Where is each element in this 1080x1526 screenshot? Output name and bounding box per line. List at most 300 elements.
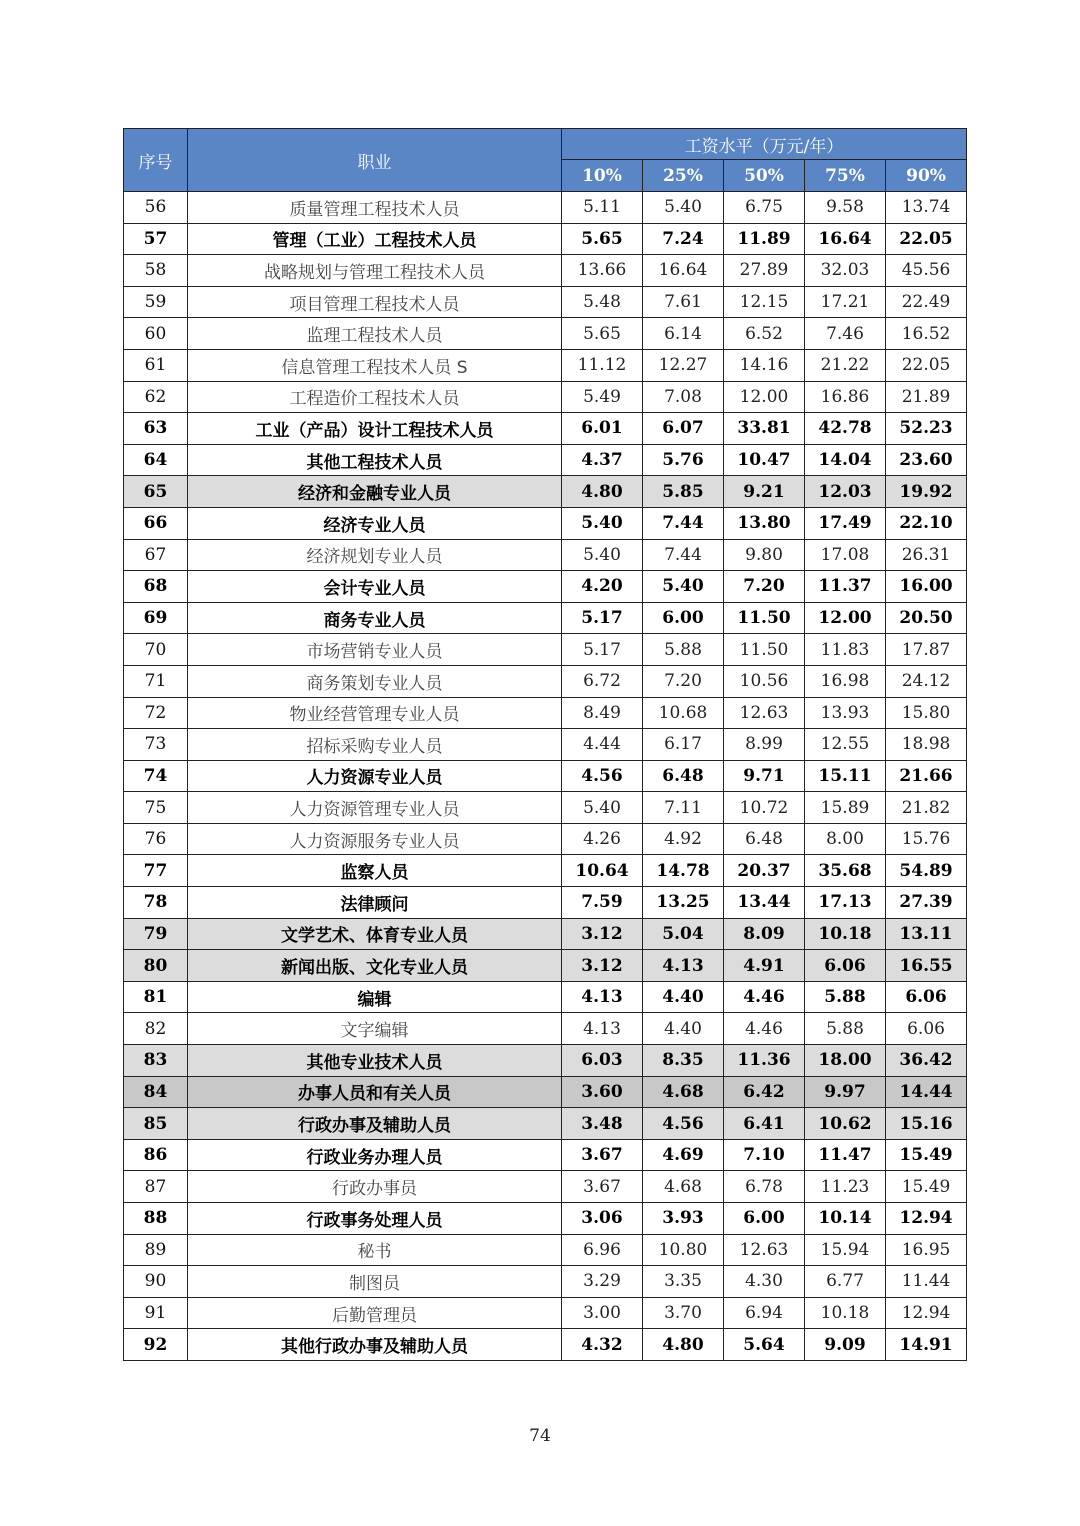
cell-seq: 72	[124, 697, 188, 729]
cell-p10: 5.40	[562, 792, 643, 824]
cell-p50: 10.56	[724, 665, 805, 697]
cell-p50: 33.81	[724, 413, 805, 445]
cell-seq: 79	[124, 918, 188, 950]
cell-p75: 7.46	[805, 318, 886, 350]
cell-p75: 10.18	[805, 1297, 886, 1329]
cell-p90: 12.94	[886, 1297, 967, 1329]
cell-p90: 12.94	[886, 1203, 967, 1235]
cell-p75: 11.23	[805, 1171, 886, 1203]
cell-p25: 6.07	[643, 413, 724, 445]
cell-p75: 5.88	[805, 981, 886, 1013]
cell-seq: 86	[124, 1139, 188, 1171]
table-row	[124, 1203, 967, 1235]
table-row	[124, 665, 967, 697]
header-p50: 50%	[724, 160, 805, 192]
cell-p25: 5.04	[643, 918, 724, 950]
table-row	[124, 634, 967, 666]
table-row	[124, 286, 967, 318]
table-row	[124, 1266, 967, 1298]
cell-seq: 59	[124, 286, 188, 318]
cell-p90: 16.00	[886, 571, 967, 603]
table-row	[124, 729, 967, 761]
cell-p50: 4.46	[724, 981, 805, 1013]
header-p10: 10%	[562, 160, 643, 192]
table-row	[124, 1076, 967, 1108]
cell-p50: 4.30	[724, 1266, 805, 1298]
page-number: 74	[529, 1426, 551, 1446]
cell-p90: 14.91	[886, 1329, 967, 1361]
cell-p90: 45.56	[886, 255, 967, 287]
cell-p75: 5.88	[805, 1013, 886, 1045]
table-row	[124, 255, 967, 287]
cell-seq: 60	[124, 318, 188, 350]
cell-p10: 5.17	[562, 602, 643, 634]
cell-occupation: 制图员	[188, 1266, 562, 1298]
table-row	[124, 1108, 967, 1140]
cell-seq: 76	[124, 823, 188, 855]
cell-p25: 8.35	[643, 1045, 724, 1077]
cell-p50: 6.94	[724, 1297, 805, 1329]
cell-p50: 11.89	[724, 223, 805, 255]
cell-seq: 67	[124, 539, 188, 571]
cell-p90: 11.44	[886, 1266, 967, 1298]
cell-p75: 9.58	[805, 192, 886, 224]
cell-p90: 52.23	[886, 413, 967, 445]
cell-p10: 4.37	[562, 444, 643, 476]
cell-seq: 56	[124, 192, 188, 224]
cell-p10: 4.20	[562, 571, 643, 603]
cell-seq: 87	[124, 1171, 188, 1203]
cell-seq: 83	[124, 1045, 188, 1077]
cell-occupation: 经济专业人员	[188, 507, 562, 539]
cell-p10: 3.29	[562, 1266, 643, 1298]
cell-p10: 3.67	[562, 1171, 643, 1203]
cell-seq: 77	[124, 855, 188, 887]
cell-p10: 4.80	[562, 476, 643, 508]
cell-p25: 5.88	[643, 634, 724, 666]
cell-seq: 84	[124, 1076, 188, 1108]
cell-p50: 13.80	[724, 507, 805, 539]
cell-p50: 4.91	[724, 950, 805, 982]
cell-p90: 27.39	[886, 887, 967, 919]
cell-p10: 4.56	[562, 760, 643, 792]
cell-p25: 5.76	[643, 444, 724, 476]
cell-p25: 6.17	[643, 729, 724, 761]
cell-p90: 21.82	[886, 792, 967, 824]
cell-occupation: 管理（工业）工程技术人员	[188, 223, 562, 255]
cell-seq: 69	[124, 602, 188, 634]
cell-p75: 10.14	[805, 1203, 886, 1235]
cell-p10: 6.01	[562, 413, 643, 445]
cell-occupation: 其他行政办事及辅助人员	[188, 1329, 562, 1361]
header-occupation: 职业	[188, 129, 562, 192]
cell-p90: 22.10	[886, 507, 967, 539]
cell-occupation: 人力资源服务专业人员	[188, 823, 562, 855]
table-row	[124, 444, 967, 476]
cell-p25: 16.64	[643, 255, 724, 287]
cell-p90: 15.76	[886, 823, 967, 855]
cell-p90: 26.31	[886, 539, 967, 571]
cell-p10: 11.12	[562, 349, 643, 381]
table-row	[124, 697, 967, 729]
cell-p25: 7.61	[643, 286, 724, 318]
cell-p50: 7.10	[724, 1139, 805, 1171]
cell-p90: 6.06	[886, 981, 967, 1013]
cell-p10: 10.64	[562, 855, 643, 887]
cell-p10: 5.65	[562, 318, 643, 350]
cell-p75: 14.04	[805, 444, 886, 476]
cell-p90: 22.05	[886, 349, 967, 381]
cell-p75: 18.00	[805, 1045, 886, 1077]
cell-p50: 6.52	[724, 318, 805, 350]
cell-p50: 11.50	[724, 634, 805, 666]
cell-p25: 4.69	[643, 1139, 724, 1171]
cell-p75: 35.68	[805, 855, 886, 887]
cell-p75: 10.62	[805, 1108, 886, 1140]
cell-p10: 5.65	[562, 223, 643, 255]
cell-seq: 92	[124, 1329, 188, 1361]
cell-p90: 17.87	[886, 634, 967, 666]
cell-p10: 3.12	[562, 918, 643, 950]
cell-p25: 4.68	[643, 1171, 724, 1203]
cell-p75: 32.03	[805, 255, 886, 287]
cell-seq: 90	[124, 1266, 188, 1298]
cell-p25: 5.40	[643, 192, 724, 224]
cell-p25: 7.20	[643, 665, 724, 697]
cell-occupation: 文字编辑	[188, 1013, 562, 1045]
cell-seq: 89	[124, 1234, 188, 1266]
cell-p25: 4.80	[643, 1329, 724, 1361]
cell-seq: 80	[124, 950, 188, 982]
cell-seq: 73	[124, 729, 188, 761]
cell-p25: 4.56	[643, 1108, 724, 1140]
header-p75: 75%	[805, 160, 886, 192]
cell-occupation: 物业经营管理专业人员	[188, 697, 562, 729]
cell-seq: 78	[124, 887, 188, 919]
table-row	[124, 381, 967, 413]
cell-p25: 10.68	[643, 697, 724, 729]
cell-seq: 71	[124, 665, 188, 697]
cell-p10: 4.32	[562, 1329, 643, 1361]
cell-p10: 3.00	[562, 1297, 643, 1329]
cell-p90: 54.89	[886, 855, 967, 887]
cell-p50: 11.36	[724, 1045, 805, 1077]
cell-p25: 3.70	[643, 1297, 724, 1329]
cell-occupation: 商务策划专业人员	[188, 665, 562, 697]
table-row	[124, 918, 967, 950]
cell-occupation: 行政业务办理人员	[188, 1139, 562, 1171]
cell-p25: 13.25	[643, 887, 724, 919]
header-salary-group: 工资水平（万元/年）	[562, 129, 967, 160]
cell-p10: 6.03	[562, 1045, 643, 1077]
cell-seq: 74	[124, 760, 188, 792]
cell-occupation: 法律顾问	[188, 887, 562, 919]
cell-p10: 7.59	[562, 887, 643, 919]
table-row	[124, 476, 967, 508]
cell-seq: 66	[124, 507, 188, 539]
cell-p75: 12.00	[805, 602, 886, 634]
cell-p10: 4.13	[562, 1013, 643, 1045]
cell-p25: 7.24	[643, 223, 724, 255]
cell-seq: 81	[124, 981, 188, 1013]
table-row	[124, 1297, 967, 1329]
cell-occupation: 监察人员	[188, 855, 562, 887]
cell-p75: 11.37	[805, 571, 886, 603]
cell-p25: 7.11	[643, 792, 724, 824]
cell-p75: 15.89	[805, 792, 886, 824]
cell-p50: 27.89	[724, 255, 805, 287]
table-row	[124, 981, 967, 1013]
cell-p90: 15.49	[886, 1171, 967, 1203]
cell-p90: 23.60	[886, 444, 967, 476]
cell-p75: 42.78	[805, 413, 886, 445]
cell-p25: 3.93	[643, 1203, 724, 1235]
cell-p10: 5.49	[562, 381, 643, 413]
cell-seq: 88	[124, 1203, 188, 1235]
cell-p10: 5.40	[562, 539, 643, 571]
cell-p90: 24.12	[886, 665, 967, 697]
cell-occupation: 秘书	[188, 1234, 562, 1266]
table-row	[124, 571, 967, 603]
table-row	[124, 1013, 967, 1045]
table-row	[124, 760, 967, 792]
cell-seq: 85	[124, 1108, 188, 1140]
table-row	[124, 413, 967, 445]
cell-p10: 5.40	[562, 507, 643, 539]
cell-p75: 15.11	[805, 760, 886, 792]
cell-occupation: 经济和金融专业人员	[188, 476, 562, 508]
cell-p25: 5.85	[643, 476, 724, 508]
cell-p10: 3.60	[562, 1076, 643, 1108]
cell-p50: 6.48	[724, 823, 805, 855]
cell-p75: 17.08	[805, 539, 886, 571]
cell-occupation: 后勤管理员	[188, 1297, 562, 1329]
cell-p75: 10.18	[805, 918, 886, 950]
cell-p50: 6.00	[724, 1203, 805, 1235]
table-row	[124, 823, 967, 855]
table-row	[124, 349, 967, 381]
cell-seq: 75	[124, 792, 188, 824]
cell-p75: 12.03	[805, 476, 886, 508]
table-row	[124, 318, 967, 350]
cell-p10: 8.49	[562, 697, 643, 729]
cell-p25: 7.44	[643, 507, 724, 539]
cell-p10: 5.11	[562, 192, 643, 224]
cell-p50: 10.72	[724, 792, 805, 824]
cell-p50: 13.44	[724, 887, 805, 919]
cell-occupation: 监理工程技术人员	[188, 318, 562, 350]
cell-occupation: 办事人员和有关人员	[188, 1076, 562, 1108]
cell-p25: 12.27	[643, 349, 724, 381]
cell-p10: 6.72	[562, 665, 643, 697]
cell-p50: 7.20	[724, 571, 805, 603]
cell-seq: 64	[124, 444, 188, 476]
cell-occupation: 工程造价工程技术人员	[188, 381, 562, 413]
cell-p50: 6.75	[724, 192, 805, 224]
cell-p25: 4.92	[643, 823, 724, 855]
cell-p75: 21.22	[805, 349, 886, 381]
cell-occupation: 项目管理工程技术人员	[188, 286, 562, 318]
cell-p75: 17.13	[805, 887, 886, 919]
table-header	[124, 129, 967, 192]
cell-occupation: 招标采购专业人员	[188, 729, 562, 761]
cell-p90: 16.55	[886, 950, 967, 982]
cell-p10: 3.67	[562, 1139, 643, 1171]
cell-p90: 18.98	[886, 729, 967, 761]
cell-seq: 91	[124, 1297, 188, 1329]
cell-seq: 63	[124, 413, 188, 445]
cell-p50: 6.41	[724, 1108, 805, 1140]
cell-p50: 9.71	[724, 760, 805, 792]
cell-p75: 17.21	[805, 286, 886, 318]
cell-p25: 4.68	[643, 1076, 724, 1108]
table-row	[124, 1329, 967, 1361]
table-row	[124, 1045, 967, 1077]
cell-p50: 12.63	[724, 697, 805, 729]
table-row	[124, 792, 967, 824]
table-row	[124, 507, 967, 539]
cell-p50: 12.00	[724, 381, 805, 413]
cell-p25: 14.78	[643, 855, 724, 887]
cell-occupation: 信息管理工程技术人员 S	[188, 349, 562, 381]
cell-p25: 4.40	[643, 981, 724, 1013]
cell-p10: 3.48	[562, 1108, 643, 1140]
cell-p10: 13.66	[562, 255, 643, 287]
cell-p25: 4.40	[643, 1013, 724, 1045]
cell-p10: 4.13	[562, 981, 643, 1013]
cell-seq: 62	[124, 381, 188, 413]
cell-p50: 4.46	[724, 1013, 805, 1045]
cell-p10: 3.06	[562, 1203, 643, 1235]
cell-occupation: 文学艺术、体育专业人员	[188, 918, 562, 950]
cell-p10: 4.44	[562, 729, 643, 761]
cell-seq: 70	[124, 634, 188, 666]
cell-p50: 20.37	[724, 855, 805, 887]
cell-p25: 10.80	[643, 1234, 724, 1266]
cell-p50: 10.47	[724, 444, 805, 476]
cell-p50: 5.64	[724, 1329, 805, 1361]
cell-occupation: 会计专业人员	[188, 571, 562, 603]
table-row	[124, 602, 967, 634]
cell-p90: 19.92	[886, 476, 967, 508]
cell-occupation: 行政办事员	[188, 1171, 562, 1203]
cell-p50: 8.09	[724, 918, 805, 950]
cell-p25: 3.35	[643, 1266, 724, 1298]
cell-p50: 8.99	[724, 729, 805, 761]
cell-seq: 65	[124, 476, 188, 508]
cell-occupation: 质量管理工程技术人员	[188, 192, 562, 224]
cell-occupation: 人力资源管理专业人员	[188, 792, 562, 824]
cell-p50: 12.15	[724, 286, 805, 318]
cell-seq: 68	[124, 571, 188, 603]
cell-p75: 6.06	[805, 950, 886, 982]
cell-p75: 16.86	[805, 381, 886, 413]
cell-p75: 15.94	[805, 1234, 886, 1266]
header-seq: 序号	[124, 129, 188, 192]
cell-p10: 3.12	[562, 950, 643, 982]
cell-p90: 16.95	[886, 1234, 967, 1266]
header-p25: 25%	[643, 160, 724, 192]
cell-p75: 11.47	[805, 1139, 886, 1171]
table-row	[124, 192, 967, 224]
table-row	[124, 1139, 967, 1171]
cell-p50: 12.63	[724, 1234, 805, 1266]
cell-p90: 21.66	[886, 760, 967, 792]
cell-p10: 4.26	[562, 823, 643, 855]
cell-p50: 6.78	[724, 1171, 805, 1203]
cell-p90: 36.42	[886, 1045, 967, 1077]
cell-occupation: 其他工程技术人员	[188, 444, 562, 476]
cell-p50: 9.80	[724, 539, 805, 571]
cell-p90: 21.89	[886, 381, 967, 413]
cell-seq: 82	[124, 1013, 188, 1045]
cell-p90: 15.49	[886, 1139, 967, 1171]
cell-p10: 5.17	[562, 634, 643, 666]
cell-p75: 13.93	[805, 697, 886, 729]
cell-p50: 14.16	[724, 349, 805, 381]
table-row	[124, 855, 967, 887]
cell-p50: 11.50	[724, 602, 805, 634]
cell-p25: 6.48	[643, 760, 724, 792]
cell-p90: 20.50	[886, 602, 967, 634]
cell-p90: 15.16	[886, 1108, 967, 1140]
table-row	[124, 887, 967, 919]
cell-p90: 22.49	[886, 286, 967, 318]
cell-p75: 12.55	[805, 729, 886, 761]
cell-seq: 61	[124, 349, 188, 381]
cell-occupation: 行政办事及辅助人员	[188, 1108, 562, 1140]
cell-occupation: 战略规划与管理工程技术人员	[188, 255, 562, 287]
cell-p75: 9.97	[805, 1076, 886, 1108]
cell-p50: 6.42	[724, 1076, 805, 1108]
cell-p25: 4.13	[643, 950, 724, 982]
cell-p75: 17.49	[805, 507, 886, 539]
cell-p75: 9.09	[805, 1329, 886, 1361]
cell-p90: 13.11	[886, 918, 967, 950]
table-row	[124, 223, 967, 255]
cell-occupation: 编辑	[188, 981, 562, 1013]
cell-occupation: 人力资源专业人员	[188, 760, 562, 792]
salary-table	[123, 128, 967, 1361]
cell-p25: 6.00	[643, 602, 724, 634]
cell-p90: 16.52	[886, 318, 967, 350]
table-row	[124, 539, 967, 571]
cell-p75: 16.64	[805, 223, 886, 255]
cell-occupation: 工业（产品）设计工程技术人员	[188, 413, 562, 445]
cell-p10: 5.48	[562, 286, 643, 318]
cell-p90: 6.06	[886, 1013, 967, 1045]
cell-p10: 6.96	[562, 1234, 643, 1266]
cell-p25: 5.40	[643, 571, 724, 603]
cell-p75: 11.83	[805, 634, 886, 666]
cell-p90: 13.74	[886, 192, 967, 224]
cell-p25: 7.08	[643, 381, 724, 413]
cell-seq: 57	[124, 223, 188, 255]
cell-occupation: 其他专业技术人员	[188, 1045, 562, 1077]
cell-p75: 16.98	[805, 665, 886, 697]
cell-p75: 8.00	[805, 823, 886, 855]
cell-p50: 9.21	[724, 476, 805, 508]
cell-occupation: 市场营销专业人员	[188, 634, 562, 666]
table-body	[124, 192, 967, 1361]
cell-p75: 6.77	[805, 1266, 886, 1298]
cell-occupation: 商务专业人员	[188, 602, 562, 634]
cell-p90: 14.44	[886, 1076, 967, 1108]
table-row	[124, 1171, 967, 1203]
cell-p25: 7.44	[643, 539, 724, 571]
cell-occupation: 行政事务处理人员	[188, 1203, 562, 1235]
cell-seq: 58	[124, 255, 188, 287]
